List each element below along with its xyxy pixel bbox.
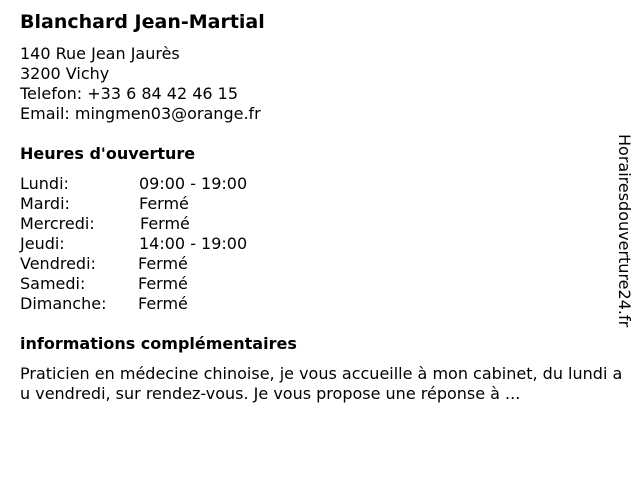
hours-value: 09:00 - 19:00 xyxy=(139,174,248,193)
contact-block xyxy=(20,44,261,124)
day-label: Vendredi: xyxy=(20,254,96,273)
day-label: Mercredi: xyxy=(20,214,95,233)
city-line: 3200 Vichy xyxy=(20,64,110,83)
hours-value: Fermé xyxy=(139,194,189,213)
day-label: Jeudi: xyxy=(20,234,65,253)
day-label: Dimanche: xyxy=(20,294,107,313)
hours-value: 14:00 - 19:00 xyxy=(139,234,248,253)
hours-heading: Heures d'ouverture xyxy=(20,144,196,163)
hours-value: Fermé xyxy=(140,214,190,233)
info-heading: informations complémentaires xyxy=(20,334,297,353)
day-label: Mardi: xyxy=(20,194,70,213)
phone-line: Telefon: +33 6 84 42 46 15 xyxy=(20,84,239,103)
street-address: 140 Rue Jean Jaurès xyxy=(20,44,180,63)
hours-value: Fermé xyxy=(138,254,188,273)
email-line: Email: mingmen03@orange.fr xyxy=(20,104,261,123)
business-name: Blanchard Jean-Martial xyxy=(20,11,265,33)
info-description: Praticien en médecine chinoise, je vous accueille à mon cabinet, du lundi au vendredi, sur rendez-vous. Je vous propose une réponse à ... xyxy=(20,364,623,403)
day-label: Samedi: xyxy=(20,274,86,293)
hours-value: Fermé xyxy=(138,294,188,313)
hours-value: Fermé xyxy=(138,274,188,293)
site-watermark: Horairesdouverture24.fr xyxy=(615,134,634,328)
day-label: Lundi: xyxy=(20,174,69,193)
